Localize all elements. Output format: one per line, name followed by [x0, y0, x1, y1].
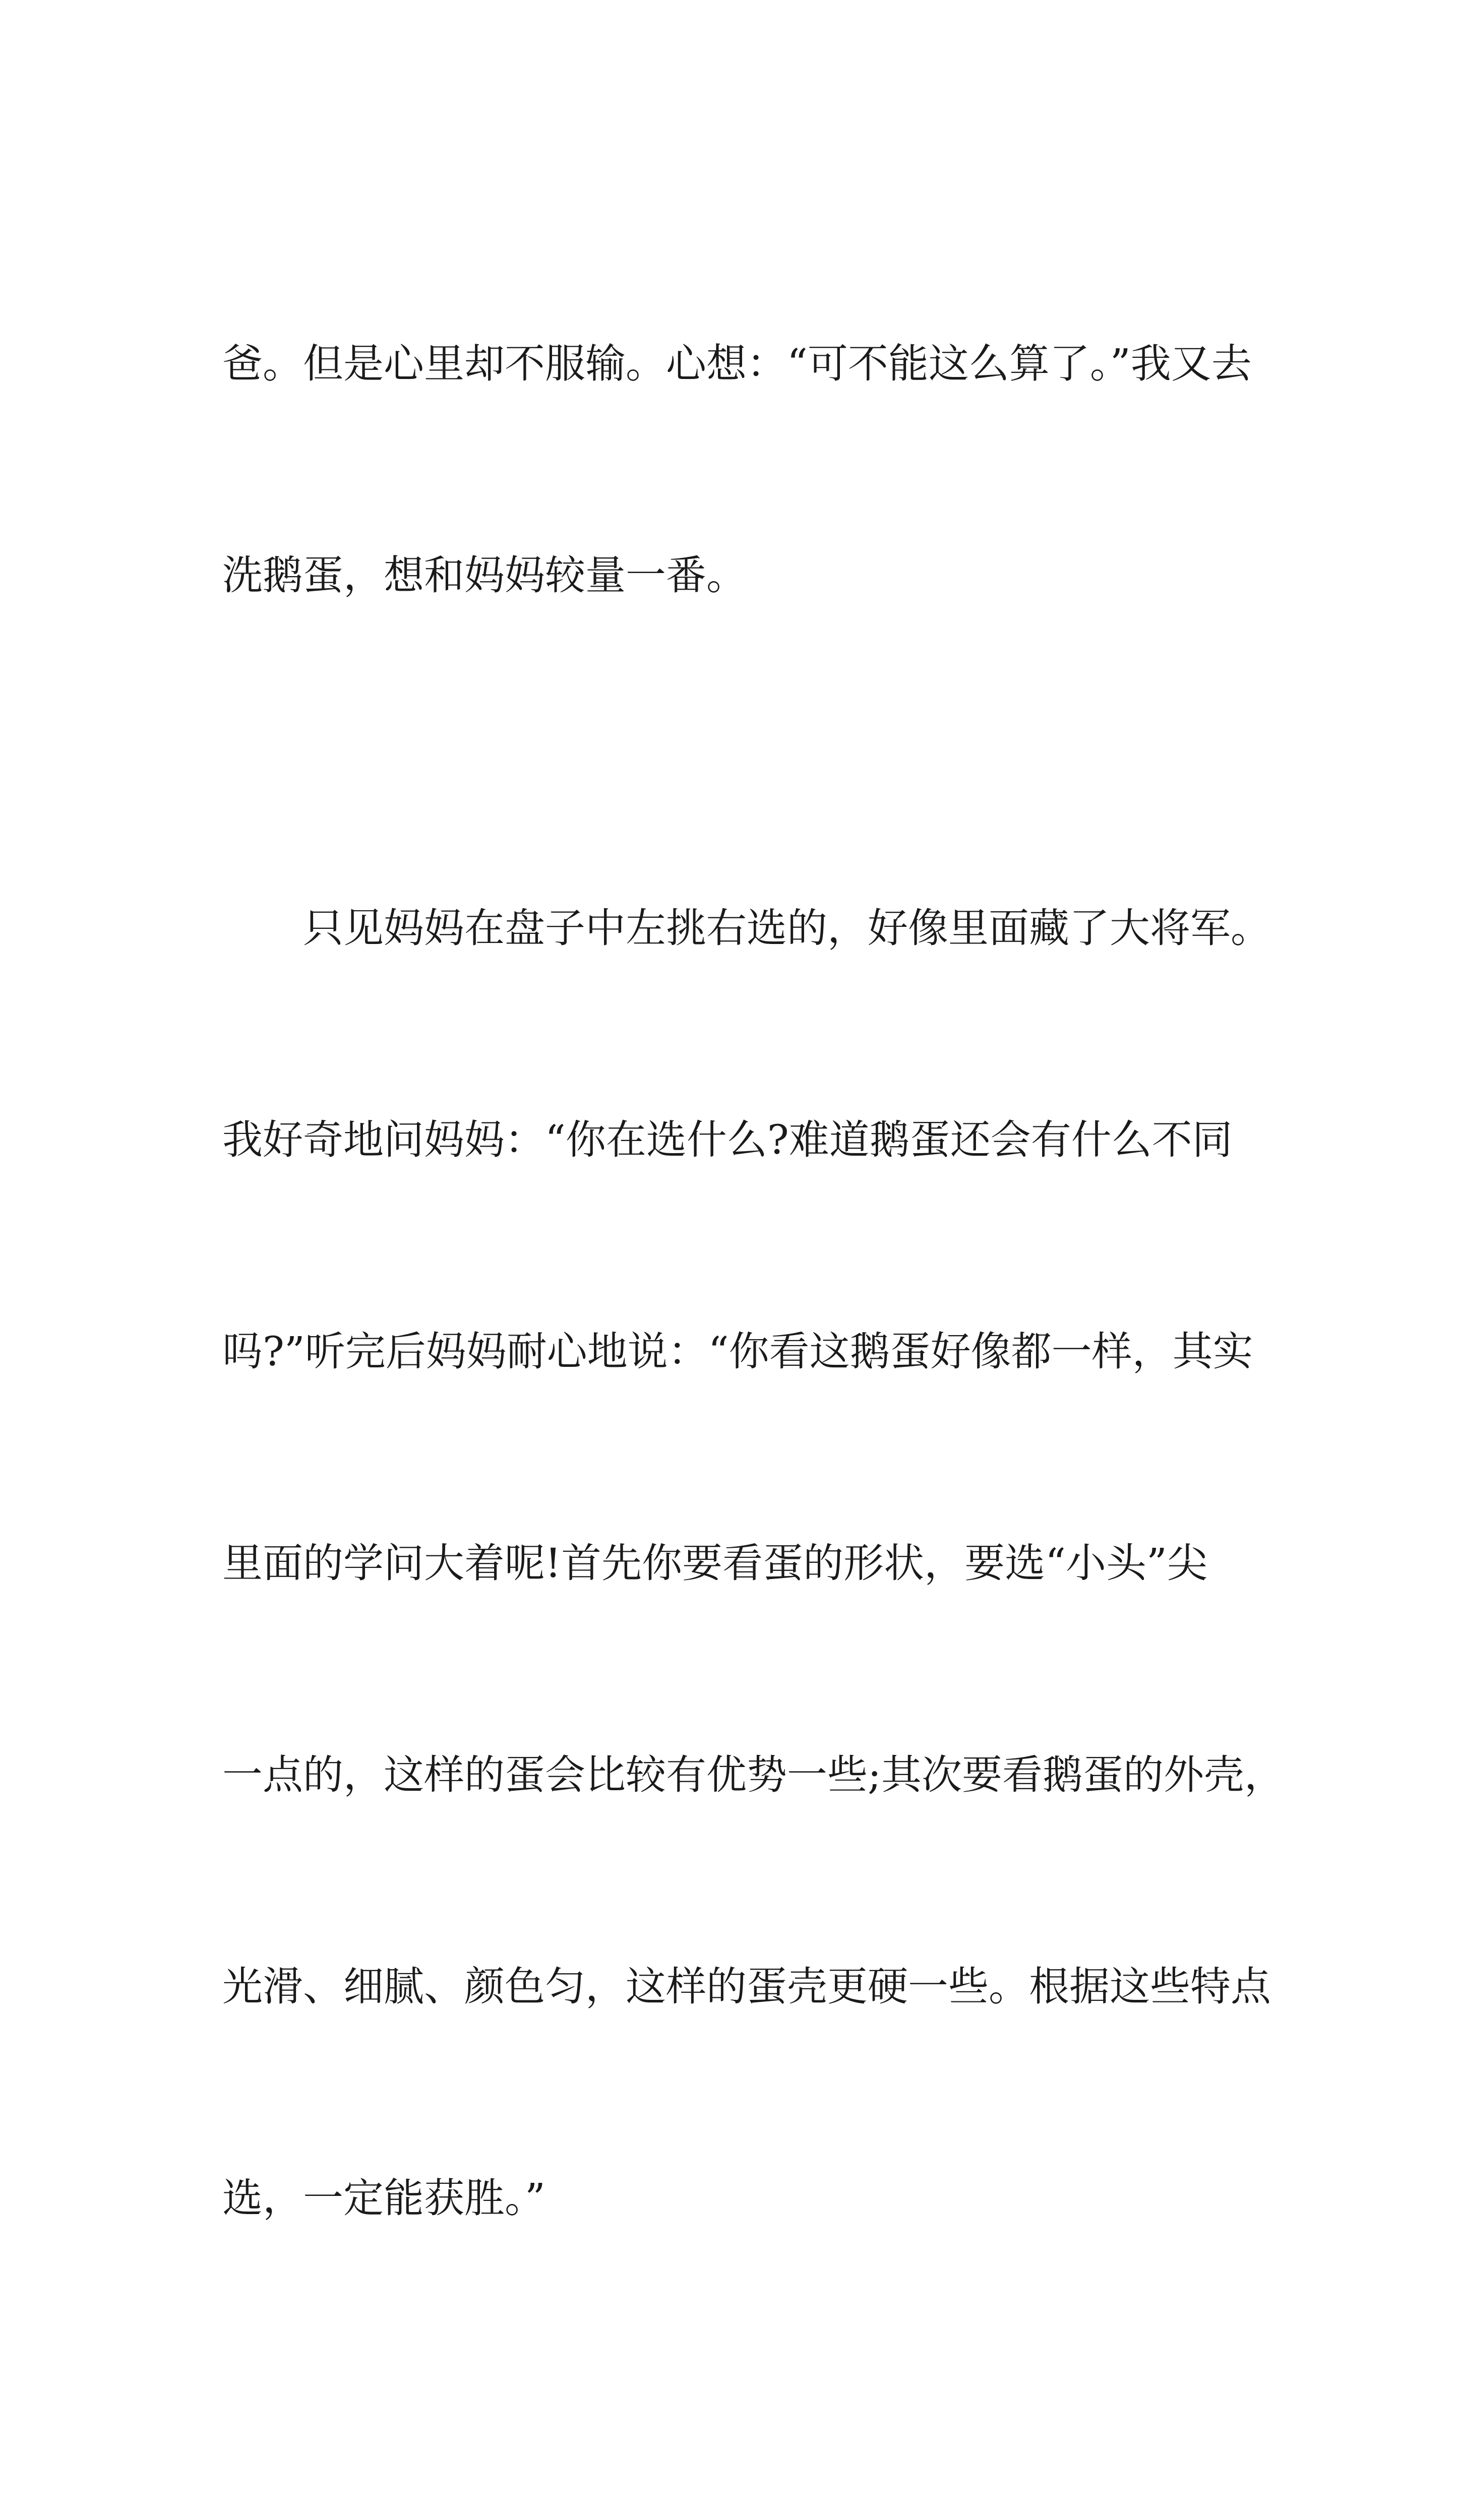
text-line: [222, 2516, 1258, 2520]
text-line: 我好奇地问妈妈：“你在选什么?难道鹅蛋还会有什么不同: [222, 1116, 1233, 1163]
text-line: 洗鹅蛋，想和妈妈较量一番。: [222, 552, 747, 599]
text-line: 里面的学问大着呢!首先你要看蛋的形状，要选“小头”尖: [222, 1540, 1207, 1587]
document-body: [222, 187, 1285, 2520]
text-line: 一点的，这样的蛋会比较有优势一些;其次要看鹅蛋的外壳，: [222, 1751, 1285, 1798]
paragraph-1: [222, 187, 1258, 752]
text-line: 光滑、细腻、颜色匀，这样的蛋壳更硬一些。根据这些特点: [222, 1963, 1271, 2010]
text-line: 吗?”听完后妈妈耐心地说：“你看这鹅蛋好像都一样，其实: [222, 1328, 1253, 1375]
text-line: 爸。但是心里却不服输。心想：“可不能这么算了。”我又去: [222, 340, 1252, 387]
paragraph-3: [222, 2375, 1258, 2520]
text-line: 选，一定能获胜。”: [222, 2175, 545, 2222]
text-line: 只见妈妈在盘子中左挑右选的，好像里面藏了大将军。: [303, 905, 1271, 952]
paragraph-2: [222, 752, 1285, 2375]
